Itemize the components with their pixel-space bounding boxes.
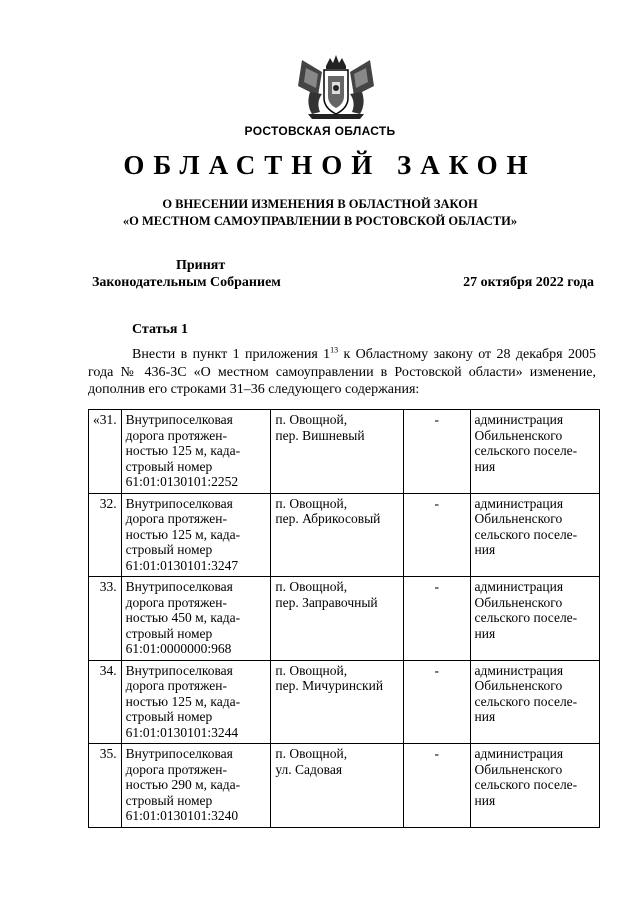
road-description [121,744,271,828]
administration-line: Обильненского [474,511,563,526]
administration [470,410,600,494]
road-address [271,410,404,494]
article-heading: Статья 1 [132,322,188,337]
administration-line: ния [474,625,496,641]
road-description [121,493,271,577]
administration-line: администрация [474,412,564,427]
road-address-line: ул. Садовая [275,761,343,777]
road-description-line: Внутрипоселковая [125,662,233,678]
administration [470,660,600,744]
road-address-line: пер. Вишневый [275,427,365,443]
administration-line: сельского поселе- [474,693,578,709]
row-number: 33. [89,577,122,661]
road-description-line: 61:01:0130101:2252 [125,474,239,489]
article-text-sup: 13 [330,345,339,355]
roads-table-body [89,410,600,828]
row-number: 35. [89,744,122,828]
table-row [89,577,600,661]
administration-line: сельского поселе- [474,610,578,625]
road-address-line: пер. Заправочный [275,594,378,610]
administration-line: Обильненского [474,678,563,693]
administration-line: ния [474,792,496,808]
road-description-line: Внутрипоселковая [125,412,233,427]
road-description-line: стровый номер [125,625,213,641]
road-address [271,744,404,828]
table-row [89,410,600,494]
road-address [271,660,404,744]
administration-line: Обильненского [474,761,563,777]
administration [470,493,600,577]
road-description-line: Внутрипоселковая [125,495,233,511]
road-description-line: ностью 125 м, када- [125,526,241,542]
administration [470,577,600,661]
road-description-line: 61:01:0130101:3240 [125,808,239,823]
adopted-label: Принят [176,258,226,273]
coat-of-arms-emblem [288,52,384,120]
roads-table [88,409,600,828]
document-subtitle [0,196,640,230]
administration-line: администрация [474,495,564,511]
road-description-line: ностью 125 м, када- [125,443,241,458]
road-description-line: дорога протяжен- [125,761,227,777]
road-address-line: п. Овощной, [275,662,348,678]
administration-line: администрация [474,662,564,678]
road-description-line: 61:01:0130101:3244 [125,724,239,740]
road-description-line: 61:01:0000000:968 [125,641,232,656]
road-description-line: Внутрипоселковая [125,746,233,761]
road-description-line: стровый номер [125,542,213,557]
road-description-line: дорога протяжен- [125,594,227,610]
administration-line: сельского поселе- [474,443,578,458]
administration-line: ния [474,542,496,557]
table-row [89,744,600,828]
adopted-by: Законодательным Собранием [92,275,281,290]
road-description-line: дорога протяжен- [125,678,227,693]
road-description-line: Внутрипоселковая [125,579,233,594]
road-description-line: 61:01:0130101:3247 [125,557,239,573]
empty-dash: - [404,410,470,494]
subtitle-line-1: О ВНЕСЕНИИ ИЗМЕНЕНИЯ В ОБЛАСТНОЙ ЗАКОН [162,197,478,211]
administration-line: сельского поселе- [474,777,578,792]
road-description [121,660,271,744]
region-name: РОСТОВСКАЯ ОБЛАСТЬ [244,124,396,138]
road-address-line: п. Овощной, [275,746,348,761]
road-address [271,577,404,661]
empty-dash: - [404,577,470,661]
road-description-line: стровый номер [125,709,213,724]
road-description [121,577,271,661]
article-text [88,346,596,399]
administration-line: ния [474,709,496,724]
document-title: ОБЛАСТНОЙ ЗАКОН [123,150,537,180]
empty-dash: - [404,660,470,744]
road-address-line: п. Овощной, [275,412,348,427]
road-address-line: пер. Мичуринский [275,678,384,693]
road-address-line: п. Овощной, [275,579,348,594]
administration-line: Обильненского [474,594,563,610]
road-description-line: стровый номер [125,792,213,808]
road-description-line: ностью 450 м, када- [125,610,241,625]
administration-line: ния [474,458,496,474]
table-row [89,493,600,577]
empty-dash: - [404,493,470,577]
road-description-line: дорога протяжен- [125,511,227,526]
article-text-start: Внести в пункт 1 приложения 1 [132,347,331,362]
row-number: 34. [89,660,122,744]
administration-line: сельского поселе- [474,526,578,542]
road-description-line: ностью 125 м, када- [125,693,241,709]
road-address-line: пер. Абрикосовый [275,511,381,526]
road-address [271,493,404,577]
administration [470,744,600,828]
subtitle-line-2: «О МЕСТНОМ САМОУПРАВЛЕНИИ В РОСТОВСКОЙ ОБЛАСТИ» [122,214,518,228]
road-description-line: дорога протяжен- [125,427,227,443]
road-description [121,410,271,494]
adoption-date: 27 октября 2022 года [463,275,594,290]
road-description-line: ностью 290 м, када- [125,777,241,792]
administration-line: Обильненского [474,427,563,443]
article-text-end: к Областному закону от 28 декабря 2005 года № 436-ЗС «О местном самоуправлении в Ростовской области» изменение, дополнив его строками 31–36 следующего содержания: [88,347,596,397]
row-number: 32. [89,493,122,577]
empty-dash: - [404,744,470,828]
road-address-line: п. Овощной, [275,495,348,511]
row-number: «31. [89,410,122,494]
administration-line: администрация [474,746,564,761]
administration-line: администрация [474,579,564,594]
table-row [89,660,600,744]
road-description-line: стровый номер [125,458,213,474]
